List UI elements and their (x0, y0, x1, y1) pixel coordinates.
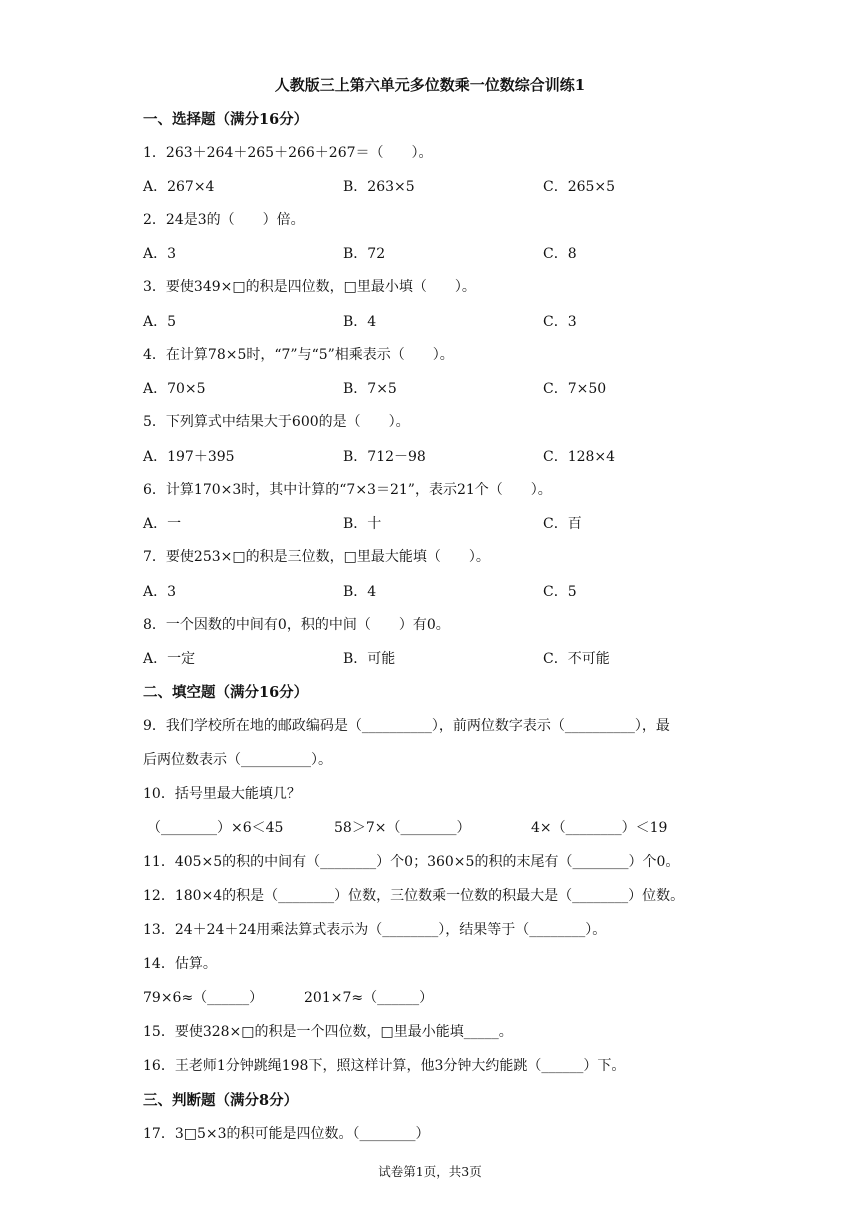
question-8: 8．一个因数的中间有0，积的中间（ ）有0。 (143, 617, 450, 633)
option-c[interactable]: C．3 (543, 314, 577, 330)
option-a[interactable]: A．197＋395 (143, 449, 235, 465)
option-c[interactable]: C．8 (543, 246, 577, 262)
question-12: 12．180×4的积是（________）位数，三位数乘一位数的积最大是（________）位数。 (143, 888, 685, 904)
question-2: 2．24是3的（ ）倍。 (143, 212, 305, 228)
option-a[interactable]: A．70×5 (143, 381, 206, 397)
option-b[interactable]: B．4 (343, 584, 377, 600)
question-17: 17．3□5×3的积可能是四位数。（________） (143, 1126, 430, 1142)
question-14: 14．估算。 (143, 956, 217, 972)
option-c[interactable]: C．5 (543, 584, 577, 600)
page-title: 人教版三上第六单元多位数乘一位数综合训练1 (274, 76, 586, 94)
section-fill-title: 二、填空题（满分16分） (143, 684, 309, 701)
option-c[interactable]: C．265×5 (543, 179, 616, 195)
question-4: 4．在计算78×5时，“7”与“5”相乘表示（ ）。 (143, 347, 454, 363)
option-b[interactable]: B．十 (343, 516, 382, 532)
options-8 (143, 648, 743, 668)
options-3 (143, 311, 743, 331)
option-b[interactable]: B．可能 (343, 651, 396, 667)
question-10-part-2: 58＞7×（________） (334, 820, 471, 836)
section-choice-title: 一、选择题（满分16分） (143, 111, 309, 128)
question-9-line-2: 后两位数表示（__________）。 (143, 752, 332, 768)
options-7 (143, 581, 743, 601)
option-c[interactable]: C．不可能 (543, 651, 610, 667)
question-13: 13．24＋24＋24用乘法算式表示为（________），结果等于（________）。 (143, 922, 607, 938)
options-6 (143, 513, 743, 533)
option-b[interactable]: B．263×5 (343, 179, 415, 195)
option-a[interactable]: A．一定 (143, 651, 196, 667)
question-10-part-1: （________）×6＜45 (147, 820, 284, 836)
question-10: 10．括号里最大能填几？ (143, 786, 301, 802)
question-5: 5．下列算式中结果大于600的是（ ）。 (143, 414, 410, 430)
question-7: 7．要使253×□的积是三位数，□里最大能填（ ）。 (143, 549, 490, 565)
question-16: 16．王老师1分钟跳绳198下，照这样计算，他3分钟大约能跳（______）下。 (143, 1058, 626, 1074)
options-2 (143, 243, 743, 263)
question-9-line-1: 9．我们学校所在地的邮政编码是（__________），前两位数字表示（__________），最 (143, 718, 670, 734)
options-1 (143, 176, 743, 196)
page-footer: 试卷第1页，共3页 (378, 1164, 482, 1179)
option-a[interactable]: A．267×4 (143, 179, 215, 195)
option-c[interactable]: C．7×50 (543, 381, 607, 397)
options-4 (143, 378, 743, 398)
option-c[interactable]: C．百 (543, 516, 582, 532)
section-judge-title: 三、判断题（满分8分） (143, 1092, 299, 1109)
question-15: 15．要使328×□的积是一个四位数，□里最小能填_____。 (143, 1024, 513, 1040)
option-a[interactable]: A．3 (143, 584, 177, 600)
question-11: 11．405×5的积的中间有（________）个0；360×5的积的末尾有（________）个0。 (143, 854, 680, 870)
option-b[interactable]: B．72 (343, 246, 386, 262)
option-a[interactable]: A．3 (143, 246, 177, 262)
question-14-part-2: 201×7≈（______） (304, 990, 434, 1006)
question-1: 1．263＋264＋265＋266＋267＝（ ）。 (143, 145, 433, 161)
option-a[interactable]: A．一 (143, 516, 182, 532)
question-10-part-3: 4×（________）＜19 (531, 820, 668, 836)
options-5 (143, 446, 743, 466)
option-b[interactable]: B．4 (343, 314, 377, 330)
question-6: 6．计算170×3时，其中计算的“7×3＝21”，表示21个（ ）。 (143, 482, 552, 498)
option-b[interactable]: B．7×5 (343, 381, 397, 397)
option-c[interactable]: C．128×4 (543, 449, 616, 465)
option-a[interactable]: A．5 (143, 314, 177, 330)
question-3: 3．要使349×□的积是四位数，□里最小填（ ）。 (143, 279, 476, 295)
question-14-part-1: 79×6≈（______） (143, 990, 264, 1006)
option-b[interactable]: B．712－98 (343, 449, 426, 465)
